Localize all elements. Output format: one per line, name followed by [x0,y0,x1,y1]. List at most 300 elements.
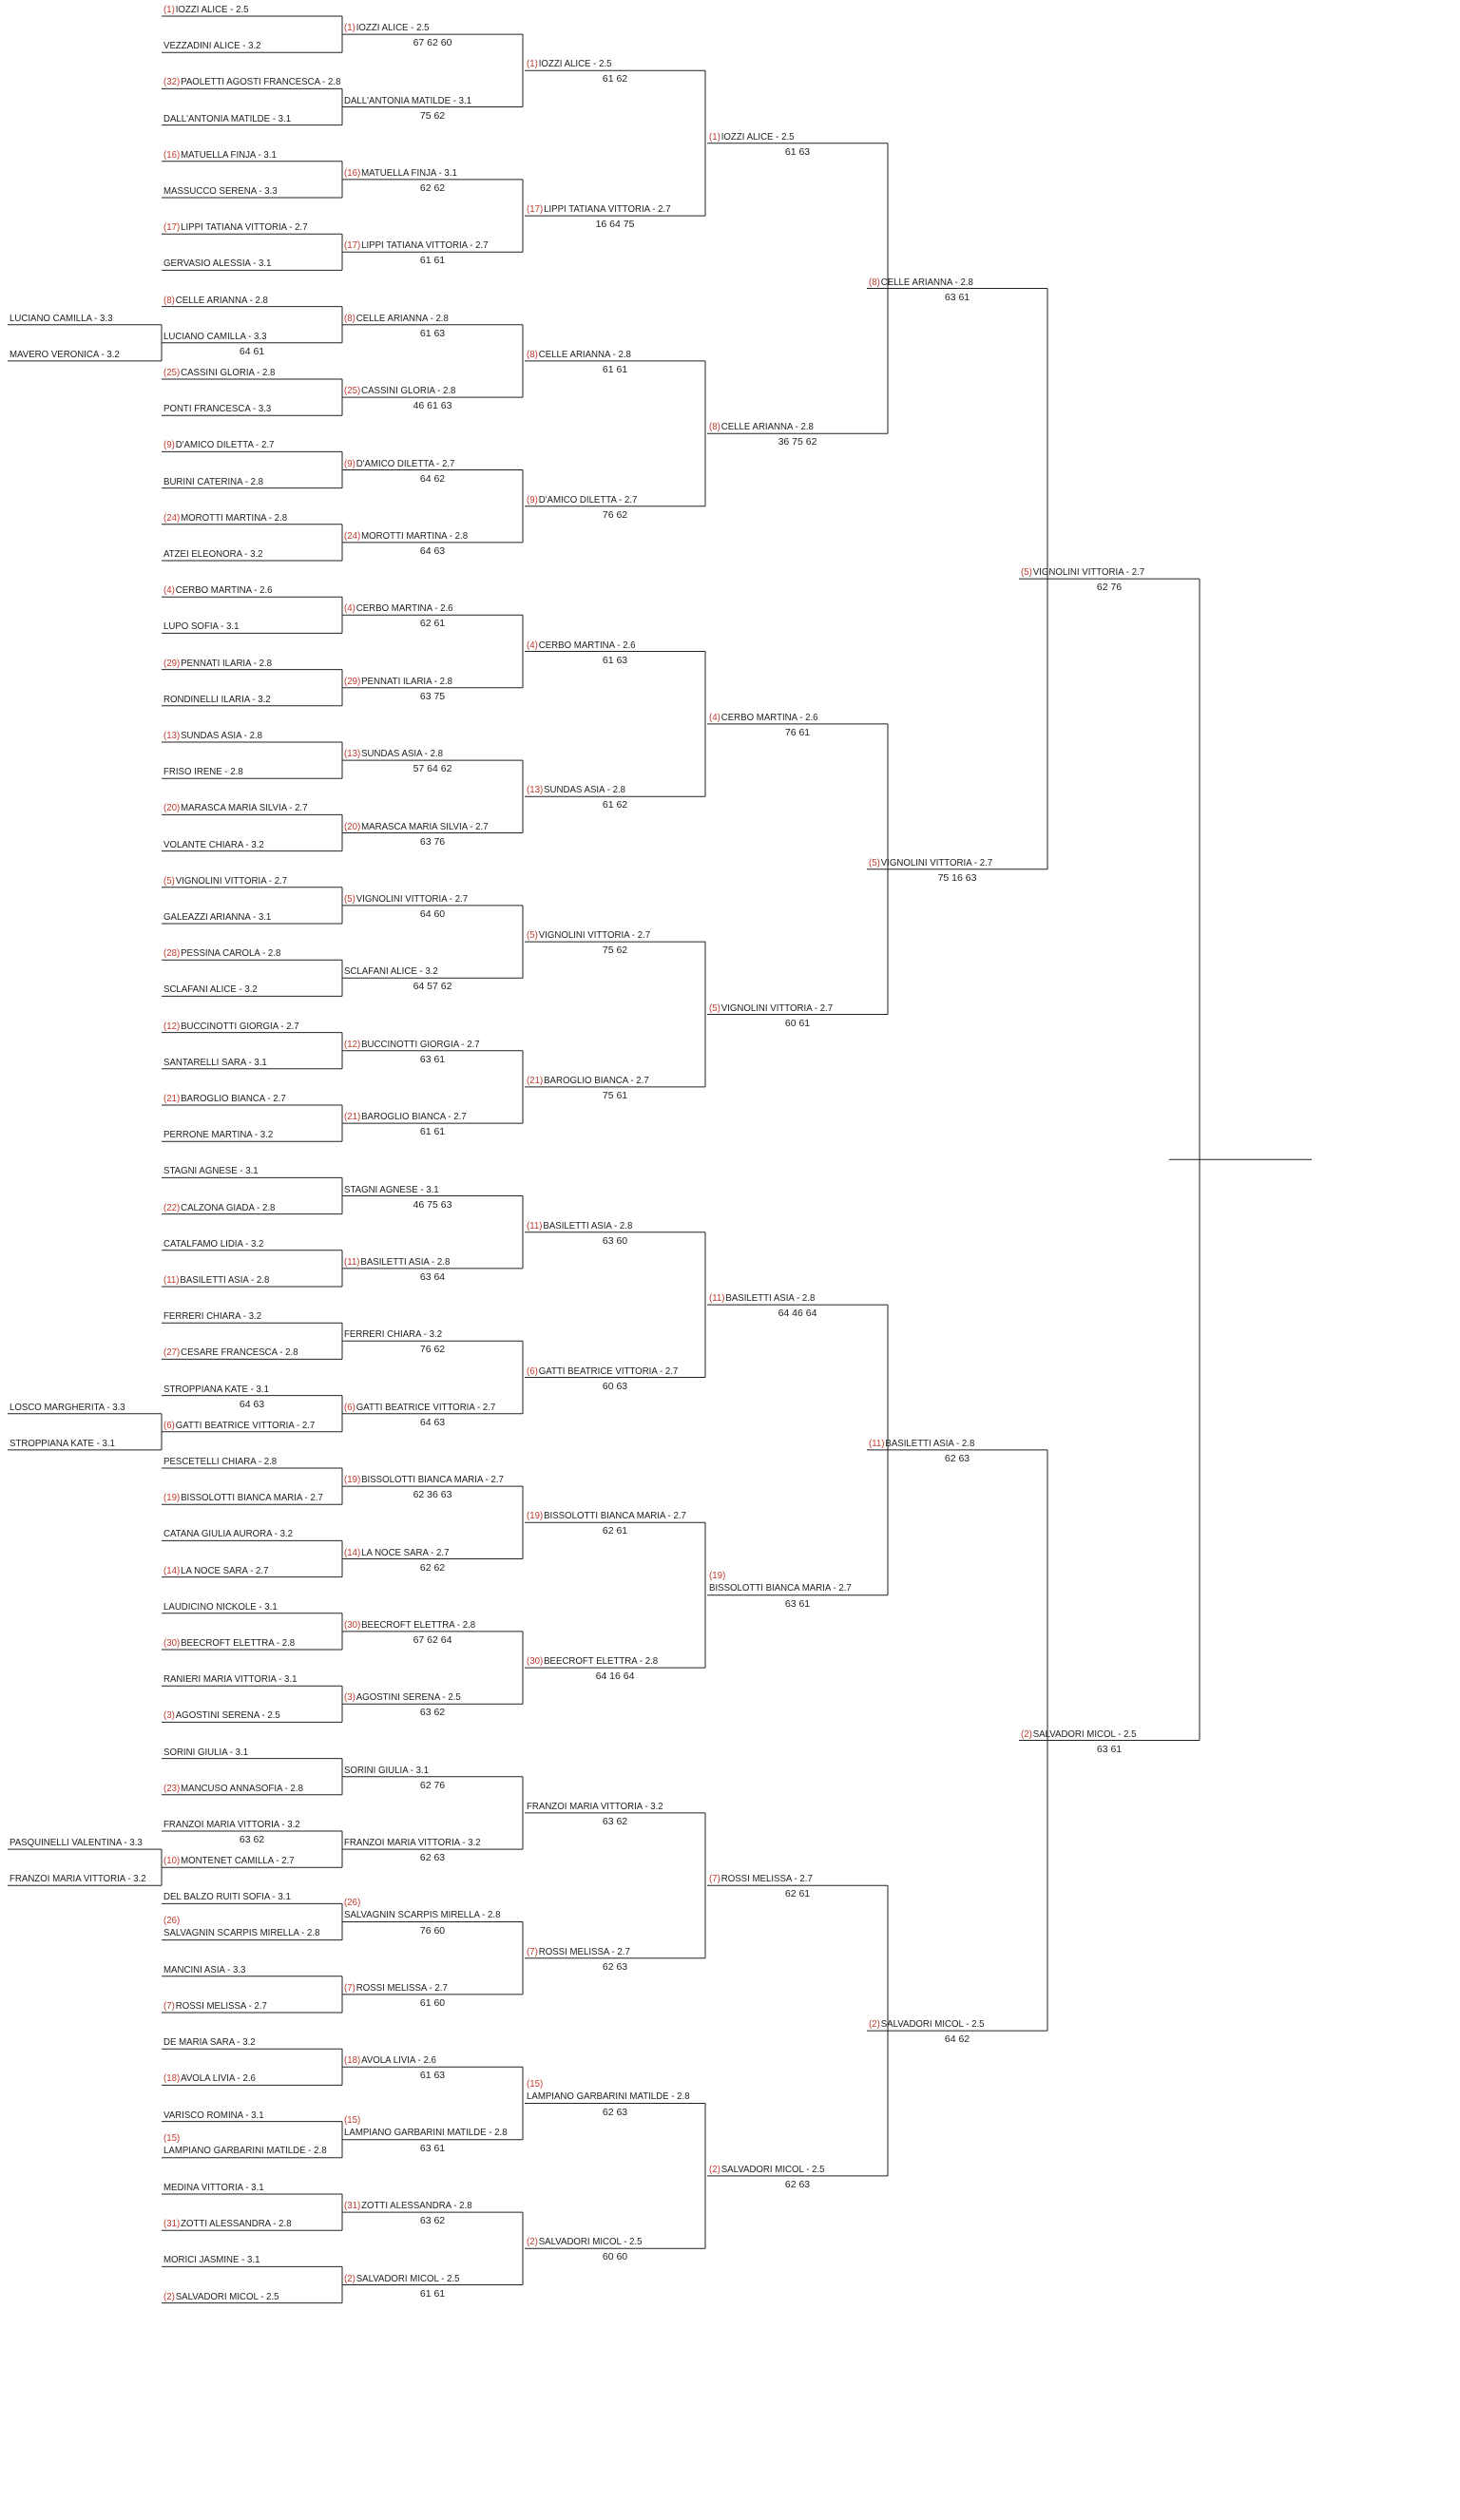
player-entry [709,712,818,724]
player-entry [163,1129,273,1141]
seed-number: (15) [527,2077,544,2090]
player-name: MONTENET CAMILLA - 2.7 [181,1855,295,1867]
seed-number: (2) [163,2290,175,2302]
seed-number: (15) [344,2113,361,2126]
seed-number: (2) [1021,1728,1032,1740]
match-score: 76 61 [784,726,811,738]
seed-number: (7) [709,1873,720,1885]
player-entry [163,439,274,451]
qualifier-player [10,1873,146,1885]
match-score: 63 75 [419,690,446,702]
player-name: FRANZOI MARIA VITTORIA - 3.2 [10,1873,146,1885]
player-name: SALVAGNIN SCARPIS MIRELLA - 2.8 [344,1908,501,1920]
player-name: VEZZADINI ALICE - 3.2 [163,40,261,52]
player-entry [163,730,262,742]
seed-number: (12) [344,1038,361,1050]
player-entry [527,2236,643,2248]
player-entry [709,131,795,143]
player-name: LUCIANO CAMILLA - 3.3 [10,312,113,324]
player-name: AVOLA LIVIA - 2.6 [181,2072,256,2085]
player-entry [527,2078,690,2103]
player-entry [163,367,275,379]
match-score: 75 61 [602,1089,628,1101]
player-name: LAMPIANO GARBARINI MATILDE - 2.8 [163,2144,327,2156]
player-name: CALZONA GIADA - 2.8 [181,1201,276,1213]
match-score: 46 75 63 [413,1198,452,1211]
match-score: 63 60 [602,1234,628,1247]
player-entry [527,1510,686,1522]
player-name: BASILETTI ASIA - 2.8 [885,1437,975,1449]
player-entry [163,839,264,851]
player-name: VARISCO ROMINA - 3.1 [163,2109,264,2121]
player-name: LIPPI TATIANA VITTORIA - 2.7 [181,221,308,234]
player-entry [527,58,612,70]
player-name: SUNDAS ASIA - 2.8 [181,730,263,741]
player-name: GATTI BEATRICE VITTORIA - 2.7 [355,1401,496,1413]
player-name: FRISO IRENE - 2.8 [163,766,243,778]
player-entry [344,821,489,833]
match-score: 61 63 [419,327,446,339]
player-entry [163,1274,269,1287]
player-entry [163,1021,299,1033]
seed-number: (31) [163,2218,181,2230]
player-name: SCLAFANI ALICE - 3.2 [344,965,438,978]
player-name: DE MARIA SARA - 3.2 [163,2036,256,2049]
player-name: BASILETTI ASIA - 2.8 [360,1255,451,1268]
player-entry [163,1819,300,1831]
player-name: VOLANTE CHIARA - 3.2 [163,838,264,850]
seed-number: (19) [163,1492,181,1504]
seed-number: (3) [163,1709,175,1722]
player-name: MARASCA MARIA SILVIA - 2.7 [361,820,489,832]
player-name: SUNDAS ASIA - 2.8 [361,748,444,760]
player-name: ROSSI MELISSA - 2.7 [355,1981,448,1994]
player-entry [163,1783,303,1795]
qualifier-player [10,313,112,325]
player-name: LA NOCE SARA - 2.7 [181,1564,269,1576]
player-entry [344,2114,508,2139]
seed-number: (30) [163,1637,181,1649]
player-entry [344,2200,472,2212]
match-score: 64 63 [419,1416,446,1428]
seed-number: (11) [709,1292,725,1305]
player-entry [344,1474,504,1486]
player-name: LUCIANO CAMILLA - 3.3 [163,330,267,342]
match-score: 63 61 [944,291,970,303]
seed-number: (8) [527,348,538,360]
player-name: MANCINI ASIA - 3.3 [163,1963,246,1976]
player-entry [344,1691,461,1704]
player-name: BISSOLOTTI BIANCA MARIA - 2.7 [181,1492,323,1504]
player-entry [163,40,261,52]
match-score: 63 61 [419,2142,446,2154]
player-entry [163,1384,269,1396]
player-entry [344,1982,448,1995]
seed-number: (8) [869,276,880,288]
qualifier-player [10,1402,125,1414]
player-name: ROSSI MELISSA - 2.7 [538,1945,630,1957]
player-entry [163,911,271,924]
player-name: BAROGLIO BIANCA - 2.7 [181,1093,286,1104]
player-entry [344,965,438,978]
player-name: PAOLETTI AGOSTI FRANCESCA - 2.8 [181,76,341,88]
seed-number: (5) [709,1002,720,1014]
player-entry [344,2054,436,2067]
player-entry [1021,566,1144,579]
seed-number: (1) [163,4,175,15]
seed-number: (3) [344,1691,355,1704]
match-score: 63 76 [419,835,446,848]
match-score: 60 60 [602,2251,628,2263]
player-name: PESSINA CAROLA - 2.8 [181,947,281,960]
seed-number: (17) [344,239,361,252]
player-name: IOZZI ALICE - 2.5 [538,58,612,70]
player-name: BEECROFT ELETTRA - 2.8 [361,1618,476,1631]
seed-number: (11) [344,1255,360,1268]
player-entry [163,1709,280,1722]
player-entry [163,1238,263,1250]
player-name: BUCCINOTTI GIORGIA - 2.7 [181,1020,299,1032]
player-name: LUPO SOFIA - 3.1 [163,620,240,633]
player-name: IOZZI ALICE - 2.5 [175,4,249,15]
match-score: 64 63 [239,1398,265,1410]
seed-number: (7) [163,2000,175,2012]
player-name: STROPPIANA KATE - 3.1 [10,1437,115,1449]
player-name: FRANZOI MARIA VITTORIA - 3.2 [344,1837,481,1849]
match-score: 63 62 [239,1834,265,1845]
player-entry [869,1438,974,1450]
match-score: 61 61 [419,255,446,267]
player-entry [163,1456,277,1468]
player-entry [163,2218,292,2230]
player-name: VIGNOLINI VITTORIA - 2.7 [538,929,651,942]
player-entry [163,113,291,125]
seed-number: (4) [709,711,720,723]
player-name: VIGNOLINI VITTORIA - 2.7 [355,892,469,905]
player-entry [163,1565,268,1577]
seed-number: (8) [163,294,175,306]
player-name: DEL BALZO RUITI SOFIA - 3.1 [163,1891,291,1903]
seed-number: (13) [527,784,544,796]
player-name: MOROTTI MARTINA - 2.8 [361,529,469,542]
player-name: VIGNOLINI VITTORIA - 2.7 [720,1002,834,1014]
player-entry [344,1039,480,1051]
seed-number: (9) [163,439,175,451]
match-score: 63 61 [784,1597,811,1610]
player-entry [869,277,973,289]
match-score: 63 62 [419,1707,446,1719]
seed-number: (8) [709,421,720,433]
seed-number: (14) [163,1564,181,1576]
seed-number: (31) [344,2200,361,2212]
seed-number: (30) [344,1618,361,1631]
player-entry [344,458,454,470]
player-name: SCLAFANI ALICE - 3.2 [163,983,258,996]
seed-number: (24) [163,511,181,524]
player-name: BASILETTI ASIA - 2.8 [180,1274,270,1286]
player-entry [709,1873,813,1885]
player-entry [163,2254,259,2266]
player-entry [344,1402,495,1414]
seed-number: (5) [163,874,175,887]
player-name: D'AMICO DILETTA - 2.7 [355,457,455,469]
match-score: 61 63 [784,145,811,158]
player-entry [163,1420,315,1432]
player-name: DALL'ANTONIA MATILDE - 3.1 [163,112,292,124]
seed-number: (8) [344,312,355,324]
player-name: SALVADORI MICOL - 2.5 [175,2290,279,2302]
match-score: 64 57 62 [413,981,452,993]
player-name: SORINI GIULIA - 3.1 [344,1764,430,1776]
player-entry [163,1492,323,1504]
player-name: BAROGLIO BIANCA - 2.7 [361,1111,467,1123]
player-entry [527,929,650,942]
player-entry [344,1837,481,1849]
player-name: IOZZI ALICE - 2.5 [355,22,430,34]
player-name: IOZZI ALICE - 2.5 [720,130,795,143]
match-score: 63 61 [1096,1743,1123,1755]
seed-number: (16) [163,148,181,161]
player-entry [163,2000,267,2013]
player-entry [709,2164,825,2176]
match-score: 57 64 62 [413,763,452,775]
player-entry [163,221,308,234]
player-name: BUCCINOTTI GIORGIA - 2.7 [361,1038,480,1050]
player-name: GATTI BEATRICE VITTORIA - 2.7 [538,1365,679,1377]
match-score: 75 62 [602,945,628,957]
seed-number: (6) [344,1401,355,1413]
player-entry [163,149,277,162]
match-score: 62 63 [602,1960,628,1973]
player-entry [163,875,287,888]
seed-number: (22) [163,1201,181,1213]
player-entry [163,766,243,778]
player-entry [709,1570,852,1594]
seed-number: (29) [163,657,181,669]
player-name: CELLE ARIANNA - 2.8 [355,312,449,324]
seed-number: (26) [344,1896,361,1908]
match-score: 60 63 [602,1380,628,1392]
seed-number: (19) [527,1510,544,1522]
match-score: 61 61 [419,1126,446,1138]
seed-number: (1) [709,130,720,143]
player-name: VIGNOLINI VITTORIA - 2.7 [880,856,993,869]
seed-number: (16) [344,166,361,179]
player-name: LA NOCE SARA - 2.7 [361,1546,450,1558]
player-entry [163,802,308,814]
seed-number: (32) [163,76,181,88]
player-name: CATANA GIULIA AURORA - 3.2 [163,1528,294,1540]
player-entry [344,385,455,397]
player-entry [344,95,471,107]
match-score: 76 60 [419,1924,446,1937]
player-name: ZOTTI ALESSANDRA - 2.8 [181,2218,292,2230]
player-name: BISSOLOTTI BIANCA MARIA - 2.7 [544,1510,686,1522]
match-score: 62 63 [602,2106,628,2118]
player-entry [344,1765,429,1777]
player-name: MASSUCCO SERENA - 3.3 [163,185,278,197]
player-entry [344,22,430,34]
player-entry [344,1619,475,1632]
player-name: SUNDAS ASIA - 2.8 [544,784,626,796]
match-score: 62 76 [1096,582,1123,594]
player-name: SALVADORI MICOL - 2.5 [880,2018,985,2031]
player-name: LOSCO MARGHERITA - 3.3 [10,1401,125,1413]
player-name: ATZEI ELEONORA - 3.2 [163,548,263,560]
player-entry [344,602,453,615]
player-entry [344,1111,467,1123]
player-name: CELLE ARIANNA - 2.8 [538,348,631,360]
player-entry [344,1547,449,1559]
player-entry [163,2132,327,2157]
player-entry [163,403,271,415]
seed-number: (18) [163,2072,181,2085]
player-name: BISSOLOTTI BIANCA MARIA - 2.7 [361,1474,504,1486]
player-entry [344,893,468,906]
seed-number: (2) [344,2272,355,2284]
player-name: PASQUINELLI VALENTINA - 3.3 [10,1837,143,1849]
qualifier-player [10,349,120,361]
player-name: SORINI GIULIA - 3.1 [163,1746,249,1758]
match-score: 61 60 [419,1996,446,2009]
qualifier-player [10,1837,143,1849]
seed-number: (5) [869,856,880,869]
player-entry [344,239,489,252]
match-score: 62 63 [784,2178,811,2190]
seed-number: (27) [163,1346,181,1359]
player-entry [163,947,280,960]
player-entry [163,2072,256,2085]
seed-number: (14) [344,1546,361,1558]
match-score: 64 16 64 [595,1670,635,1683]
player-name: LIPPI TATIANA VITTORIA - 2.7 [361,239,489,252]
player-name: LIPPI TATIANA VITTORIA - 2.7 [544,203,671,216]
seed-number: (7) [527,1945,538,1957]
player-name: GERVASIO ALESSIA - 3.1 [163,258,272,270]
match-score: 62 61 [602,1525,628,1537]
qualifier-player [10,1438,115,1450]
match-score: 67 62 60 [413,37,452,49]
seed-number: (21) [344,1111,361,1123]
player-entry [869,2018,985,2031]
player-name: BASILETTI ASIA - 2.8 [543,1219,633,1231]
seed-number: (6) [163,1419,175,1431]
player-entry [163,4,249,16]
player-name: MATUELLA FINJA - 3.1 [181,148,277,161]
match-score: 36 75 62 [778,436,817,449]
player-name: ROSSI MELISSA - 2.7 [175,2000,267,2012]
match-score: 61 62 [602,73,628,86]
player-name: MEDINA VITTORIA - 3.1 [163,2182,264,2193]
player-name: CESARE FRANCESCA - 2.8 [181,1346,298,1359]
player-name: CASSINI GLORIA - 2.8 [181,367,276,378]
player-entry [344,2273,460,2285]
seed-number: (10) [163,1855,181,1867]
seed-number: (21) [163,1093,181,1104]
match-score: 64 63 [419,544,446,557]
match-score: 62 61 [419,618,446,630]
match-score: 64 46 64 [778,1308,817,1320]
player-name: AVOLA LIVIA - 2.6 [361,2054,436,2067]
player-name: ZOTTI ALESSANDRA - 2.8 [361,2200,472,2212]
player-name: BEECROFT ELETTRA - 2.8 [544,1655,659,1668]
player-name: D'AMICO DILETTA - 2.7 [175,439,275,451]
player-entry [527,494,637,506]
player-name: FRANZOI MARIA VITTORIA - 3.2 [163,1819,300,1830]
seed-number: (15) [163,2131,181,2144]
player-name: STAGNI AGNESE - 3.1 [163,1165,259,1177]
match-score: 62 62 [419,181,446,194]
player-entry [527,203,671,216]
seed-number: (11) [869,1437,885,1449]
player-entry [163,76,341,88]
player-name: AGOSTINI SERENA - 2.5 [355,1691,461,1704]
player-entry [163,1165,259,1177]
player-entry [163,1057,267,1069]
seed-number: (23) [163,1782,181,1794]
player-entry [163,694,271,706]
seed-number: (26) [163,1914,181,1926]
player-entry [344,1328,442,1341]
player-entry [163,983,258,996]
player-name: VIGNOLINI VITTORIA - 2.7 [1032,566,1145,579]
player-name: CERBO MARTINA - 2.6 [355,602,453,615]
player-entry [344,748,443,760]
player-name: SALVADORI MICOL - 2.5 [720,2163,825,2175]
seed-number: (25) [163,367,181,378]
match-score: 63 62 [602,1815,628,1827]
player-name: MORICI JASMINE - 3.1 [163,2254,260,2266]
seed-number: (11) [527,1219,543,1231]
seed-number: (11) [163,1274,180,1286]
player-name: FERRERI CHIARA - 3.2 [344,1328,443,1341]
seed-number: (2) [527,2236,538,2248]
player-name: CELLE ARIANNA - 2.8 [880,276,973,288]
player-name: CERBO MARTINA - 2.6 [720,711,818,723]
match-score: 75 16 63 [937,871,977,884]
player-name: STAGNI AGNESE - 3.1 [344,1183,439,1195]
player-name: CATALFAMO LIDIA - 3.2 [163,1237,264,1250]
match-score: 62 61 [784,1888,811,1900]
player-entry [344,167,457,180]
player-name: CELLE ARIANNA - 2.8 [175,294,268,306]
player-entry [344,1256,450,1269]
player-entry [344,313,449,325]
player-entry [527,1946,630,1958]
player-entry [163,512,287,525]
match-score: 62 63 [419,1852,446,1864]
seed-number: (9) [344,457,355,469]
match-score: 75 62 [419,109,446,122]
player-entry [1021,1728,1137,1741]
player-name: DALL'ANTONIA MATILDE - 3.1 [344,94,472,106]
player-entry [163,1747,248,1759]
player-entry [163,1310,261,1323]
player-name: SALVADORI MICOL - 2.5 [538,2236,643,2248]
match-score: 64 62 [419,472,446,485]
player-entry [163,1601,278,1613]
player-name: PESCETELLI CHIARA - 2.8 [163,1456,278,1467]
player-entry [527,349,631,361]
player-entry [163,1093,286,1105]
player-entry [163,658,272,670]
seed-number: (2) [869,2018,880,2031]
player-name: CELLE ARIANNA - 2.8 [720,421,814,433]
seed-number: (1) [527,58,538,70]
player-entry [163,331,266,343]
player-entry [163,2036,256,2049]
match-score: 61 61 [419,2287,446,2300]
